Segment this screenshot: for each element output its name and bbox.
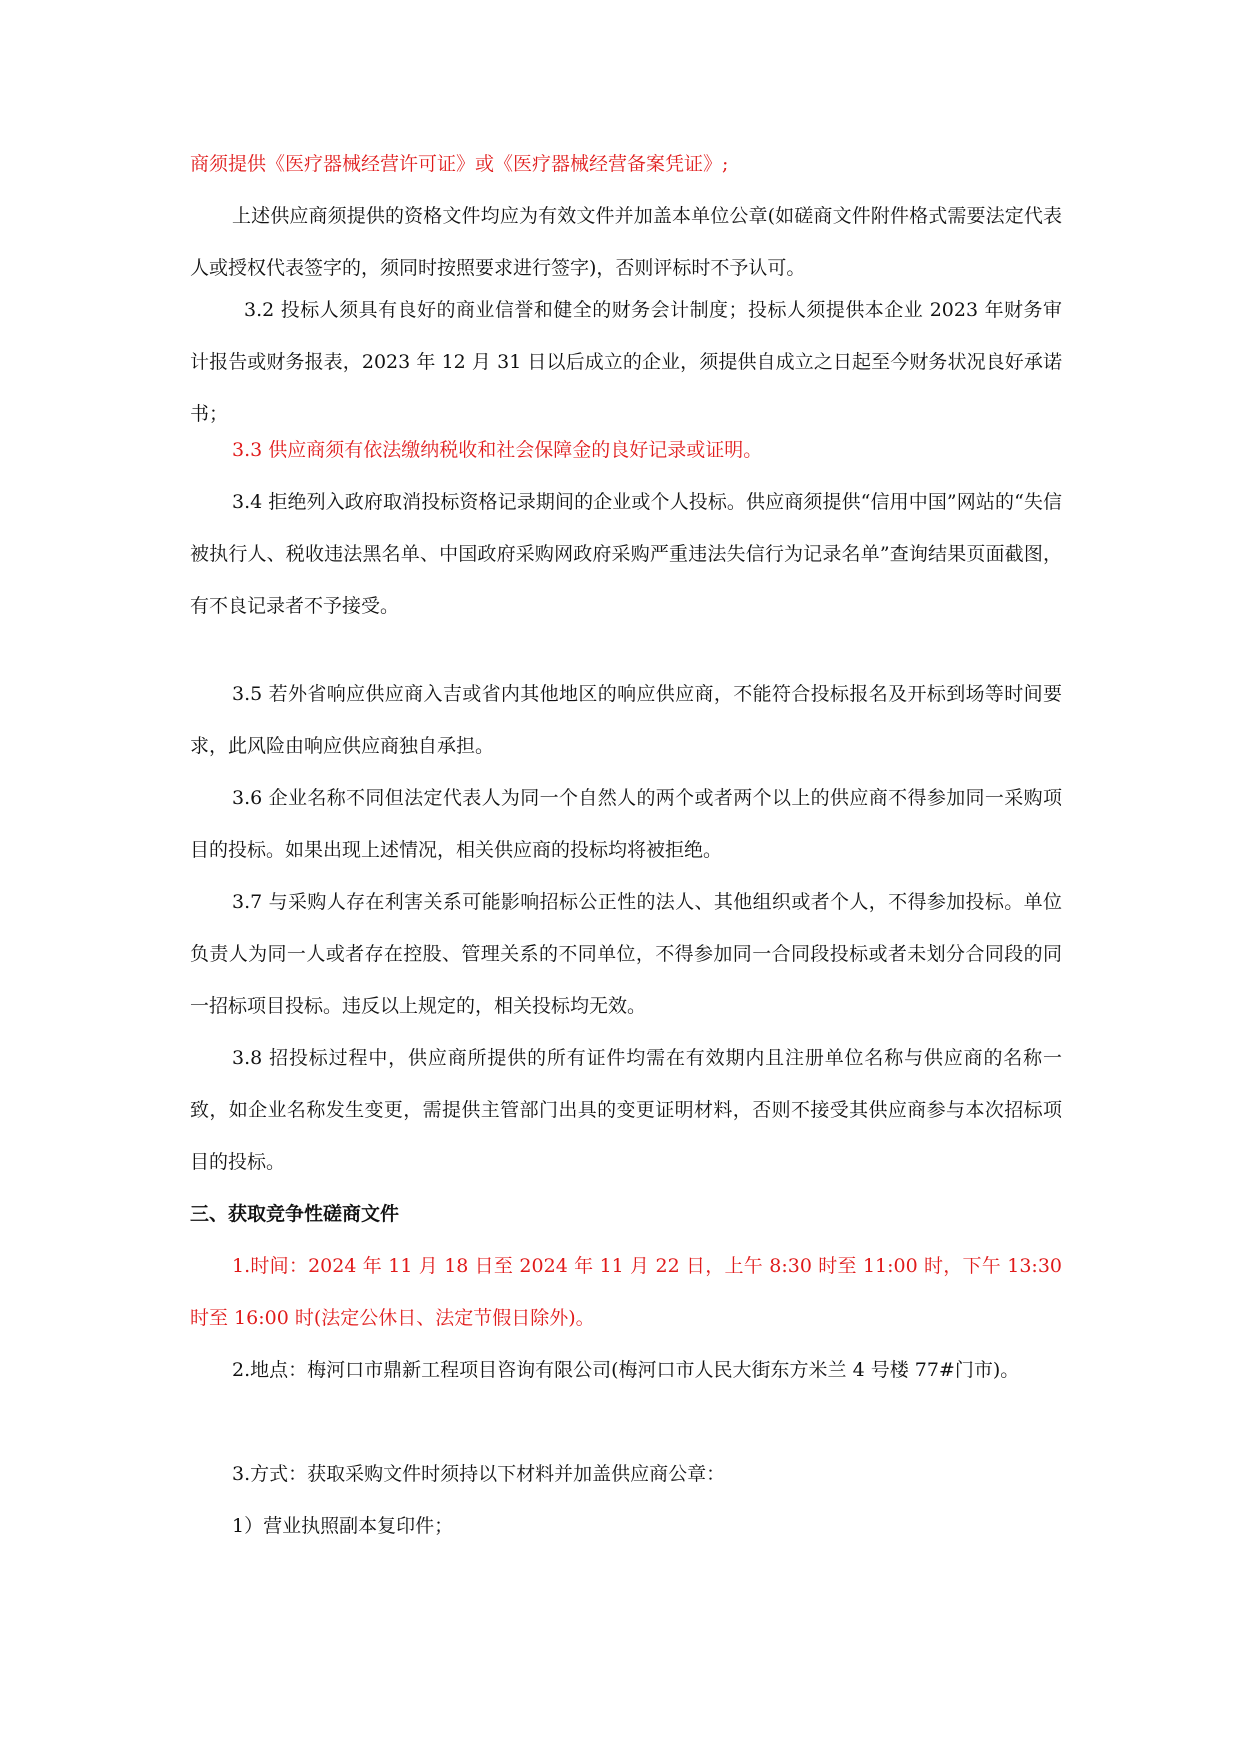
paragraph-time: 1.时间：2024 年 11 月 18 日至 2024 年 11 月 22 日，上午 8:30 时至 11:00 时，下午 13:30 时至 16:00 时(法定公休日、法定节假日除外)。 [190, 1255, 1062, 1329]
paragraph-qualification-license: 商须提供《医疗器械经营许可证》或《医疗器械经营备案凭证》; [190, 153, 729, 175]
paragraph-3-2: 3.2 投标人须具有良好的商业信誉和健全的财务会计制度；投标人须提供本企业 2023 年财务审计报告或财务报表，2023 年 12 月 31 日以后成立的企业，须提供自成立之日起至今财务状况良好承诺书； [190, 299, 1062, 425]
paragraph-3-8: 3.8 招投标过程中，供应商所提供的所有证件均需在有效期内且注册单位名称与供应商的名称一致，如企业名称发生变更，需提供主管部门出具的变更证明材料，否则不接受其供应商参与本次招标项目的投标。 [190, 1047, 1062, 1173]
section-heading: 三、获取竞争性磋商文件 [190, 1203, 400, 1225]
paragraph-3-6: 3.6 企业名称不同但法定代表人为同一个自然人的两个或者两个以上的供应商不得参加同一采购项目的投标。如果出现上述情况，相关供应商的投标均将被拒绝。 [190, 787, 1062, 861]
paragraph-license-copy: 1）营业执照副本复印件； [232, 1515, 454, 1537]
paragraph-3-5: 3.5 若外省响应供应商入吉或省内其他地区的响应供应商，不能符合投标报名及开标到场等时间要求，此风险由响应供应商独自承担。 [190, 683, 1062, 757]
paragraph-method: 3.方式：获取采购文件时须持以下材料并加盖供应商公章： [232, 1463, 726, 1485]
paragraph-3-4: 3.4 拒绝列入政府取消投标资格记录期间的企业或个人投标。供应商须提供“信用中国”网站的“失信被执行人、税收违法黑名单、中国政府采购网政府采购严重违法失信行为记录名单”查询结果页面截图，有不良记录者不予接受。 [190, 491, 1062, 617]
paragraph-valid-documents: 上述供应商须提供的资格文件均应为有效文件并加盖本单位公章(如磋商文件附件格式需要法定代表人或授权代表签字的，须同时按照要求进行签字)，否则评标时不予认可。 [190, 205, 1062, 279]
paragraph-3-7: 3.7 与采购人存在利害关系可能影响招标公正性的法人、其他组织或者个人，不得参加投标。单位负责人为同一人或者存在控股、管理关系的不同单位，不得参加同一合同段投标或者未划分合同段的同一招标项目投标。违反以上规定的，相关投标均无效。 [190, 891, 1062, 1017]
paragraph-location: 2.地点：梅河口市鼎新工程项目咨询有限公司(梅河口市人民大街东方米兰 4 号楼 77#门市)。 [232, 1359, 1020, 1381]
paragraph-3-3: 3.3 供应商须有依法缴纳税收和社会保障金的良好记录或证明。 [232, 439, 763, 461]
